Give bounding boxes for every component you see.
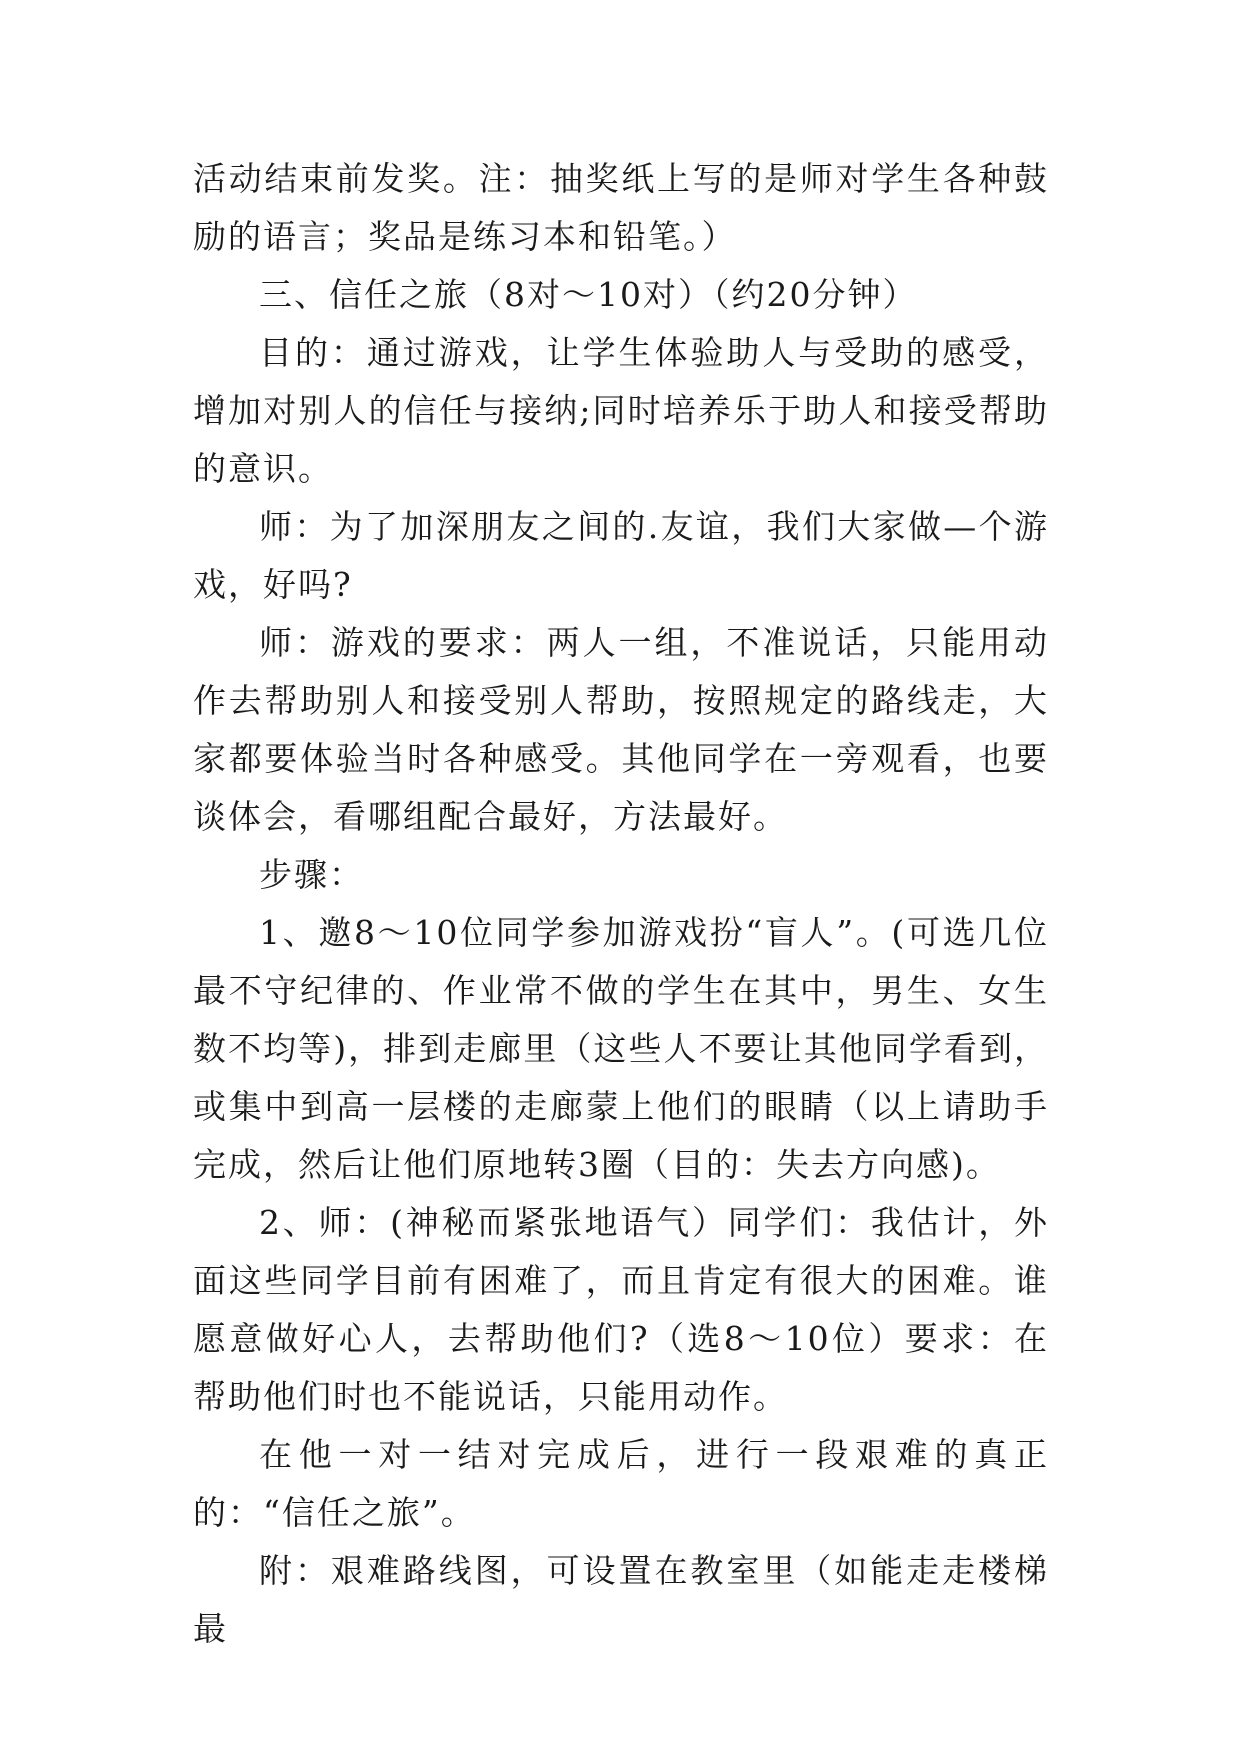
- document-body: [193, 150, 1049, 1658]
- paragraph-teacher-intro: 师：为了加深朋友之间的.友谊，我们大家做—个游戏，好吗?: [193, 507, 1049, 604]
- paragraph-steps-heading: 步骤：: [259, 855, 364, 894]
- paragraph-route-appendix: 附：艰难路线图，可设置在教室里（如能走走楼梯最: [193, 1551, 1049, 1648]
- paragraph-game-rules: 师：游戏的要求：两人一组，不准说话，只能用动作去帮助别人和接受别人帮助，按照规定的路线走，大家都要体验当时各种感受。其他同学在一旁观看，也要谈体会，看哪组配合最好，方法最好。: [193, 623, 1049, 836]
- paragraph-pairing: 在他一对一结对完成后，进行一段艰难的真正的：“信任之旅”。: [193, 1435, 1049, 1532]
- paragraph-step-2: 2、师：(神秘而紧张地语气）同学们：我估计，外面这些同学目前有困难了，而且肯定有很大的困难。谁愿意做好心人，去帮助他们?（选8～10位）要求：在帮助他们时也不能说话，只能用动作。: [193, 1203, 1049, 1416]
- paragraph-purpose: 目的：通过游戏，让学生体验助人与受助的感受，增加对别人的信任与接纳;同时培养乐于助人和接受帮助的意识。: [193, 333, 1049, 488]
- paragraph-award-note: 活动结束前发奖。注：抽奖纸上写的是师对学生各种鼓励的语言；奖品是练习本和铅笔。）: [193, 159, 1049, 256]
- paragraph-step-1: 1、邀8～10位同学参加游戏扮“盲人”。(可选几位最不守纪律的、作业常不做的学生在其中，男生、女生数不均等)，排到走廊里（这些人不要让其他同学看到，或集中到高一层楼的走廊蒙上他们的眼睛（以上请助手完成，然后让他们原地转3圈（目的：失去方向感)。: [193, 913, 1049, 1184]
- section-heading-trust-journey: 三、信任之旅（8对～10对）（约20分钟）: [259, 275, 918, 314]
